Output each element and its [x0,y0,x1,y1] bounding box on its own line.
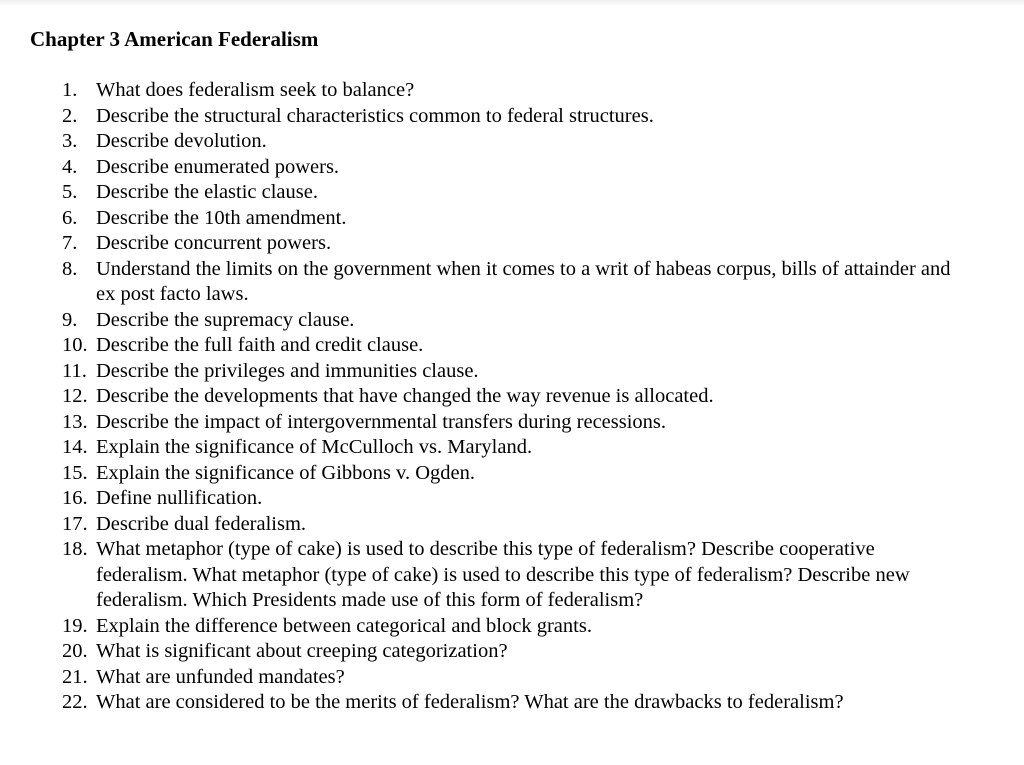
question-number: 7. [62,232,78,254]
question-item-22 [62,690,962,716]
question-text: Describe the developments that have changed the way revenue is allocated. [96,385,714,407]
question-number: 3. [62,130,78,152]
question-text: Describe the elastic clause. [96,181,318,203]
question-number: 6. [62,206,78,229]
question-text: Describe the supremacy clause. [96,308,355,331]
question-number: 8. [62,257,78,280]
question-item-3 [62,129,962,155]
question-text: Describe the privileges and immunities clause. [96,359,479,382]
question-item-12 [62,384,962,410]
question-item-6 [62,206,962,232]
question-item-2 [62,104,962,130]
question-item-16 [62,486,962,512]
question-number: 19. [62,614,88,637]
question-text: Describe concurrent powers. [96,232,332,254]
question-text: Describe dual federalism. [96,512,307,535]
question-item-11 [62,359,962,385]
question-item-21 [62,665,962,691]
question-number: 20. [62,640,88,662]
question-text: What are considered to be the merits of federalism? What are the drawbacks to federalism? [96,691,844,713]
question-item-17 [62,512,962,538]
question-number: 1. [62,79,78,101]
question-item-9 [62,308,962,334]
question-text: Explain the significance of McCulloch vs. Maryland. [96,436,533,458]
question-list [62,78,962,716]
question-number: 21. [62,665,88,688]
question-number: 5. [62,181,78,203]
question-text: Describe the impact of intergovernmental transfers during recessions. [96,410,667,433]
question-item-18 [62,537,962,614]
question-text: What is significant about creeping categorization? [96,640,508,662]
question-item-8 [62,257,962,308]
question-item-15 [62,461,962,487]
question-text: Describe the structural characteristics common to federal structures. [96,104,654,127]
question-text: What metaphor (type of cake) is used to describe this type of federalism? Describe cooperative federalism. What metaphor (type of cake) is used to describe this type of federalism? Describe new federalism. Which Presidents made use of this form of federalism? [96,538,910,611]
question-number: 4. [62,155,78,178]
page-title: Chapter 3 American Federalism [30,27,319,51]
question-item-13 [62,410,962,436]
question-number: 17. [62,512,88,535]
question-text: Understand the limits on the government when it comes to a writ of habeas corpus, bills of attainder and ex post facto laws. [96,257,951,305]
question-text: What are unfunded mandates? [96,665,345,688]
question-text: Describe enumerated powers. [96,155,340,178]
question-text: Describe devolution. [96,130,267,152]
question-number: 12. [62,385,88,407]
question-number: 9. [62,308,78,331]
question-number: 18. [62,538,88,560]
question-number: 14. [62,436,88,458]
question-number: 22. [62,691,88,713]
question-item-20 [62,639,962,665]
question-number: 15. [62,461,88,484]
question-text: What does federalism seek to balance? [96,79,415,101]
question-item-19 [62,614,962,640]
question-item-7 [62,231,962,257]
question-item-5 [62,180,962,206]
question-text: Define nullification. [96,487,263,509]
question-number: 10. [62,334,88,356]
question-item-4 [62,155,962,181]
question-number: 13. [62,410,88,433]
question-text: Explain the difference between categorical and block grants. [96,614,592,637]
question-text: Describe the full faith and credit clause. [96,334,424,356]
question-number: 11. [62,359,87,382]
question-item-1 [62,78,962,104]
question-text: Explain the significance of Gibbons v. Ogden. [96,461,475,484]
question-number: 2. [62,104,78,127]
question-number: 16. [62,487,88,509]
question-item-10 [62,333,962,359]
question-item-14 [62,435,962,461]
question-text: Describe the 10th amendment. [96,206,347,229]
